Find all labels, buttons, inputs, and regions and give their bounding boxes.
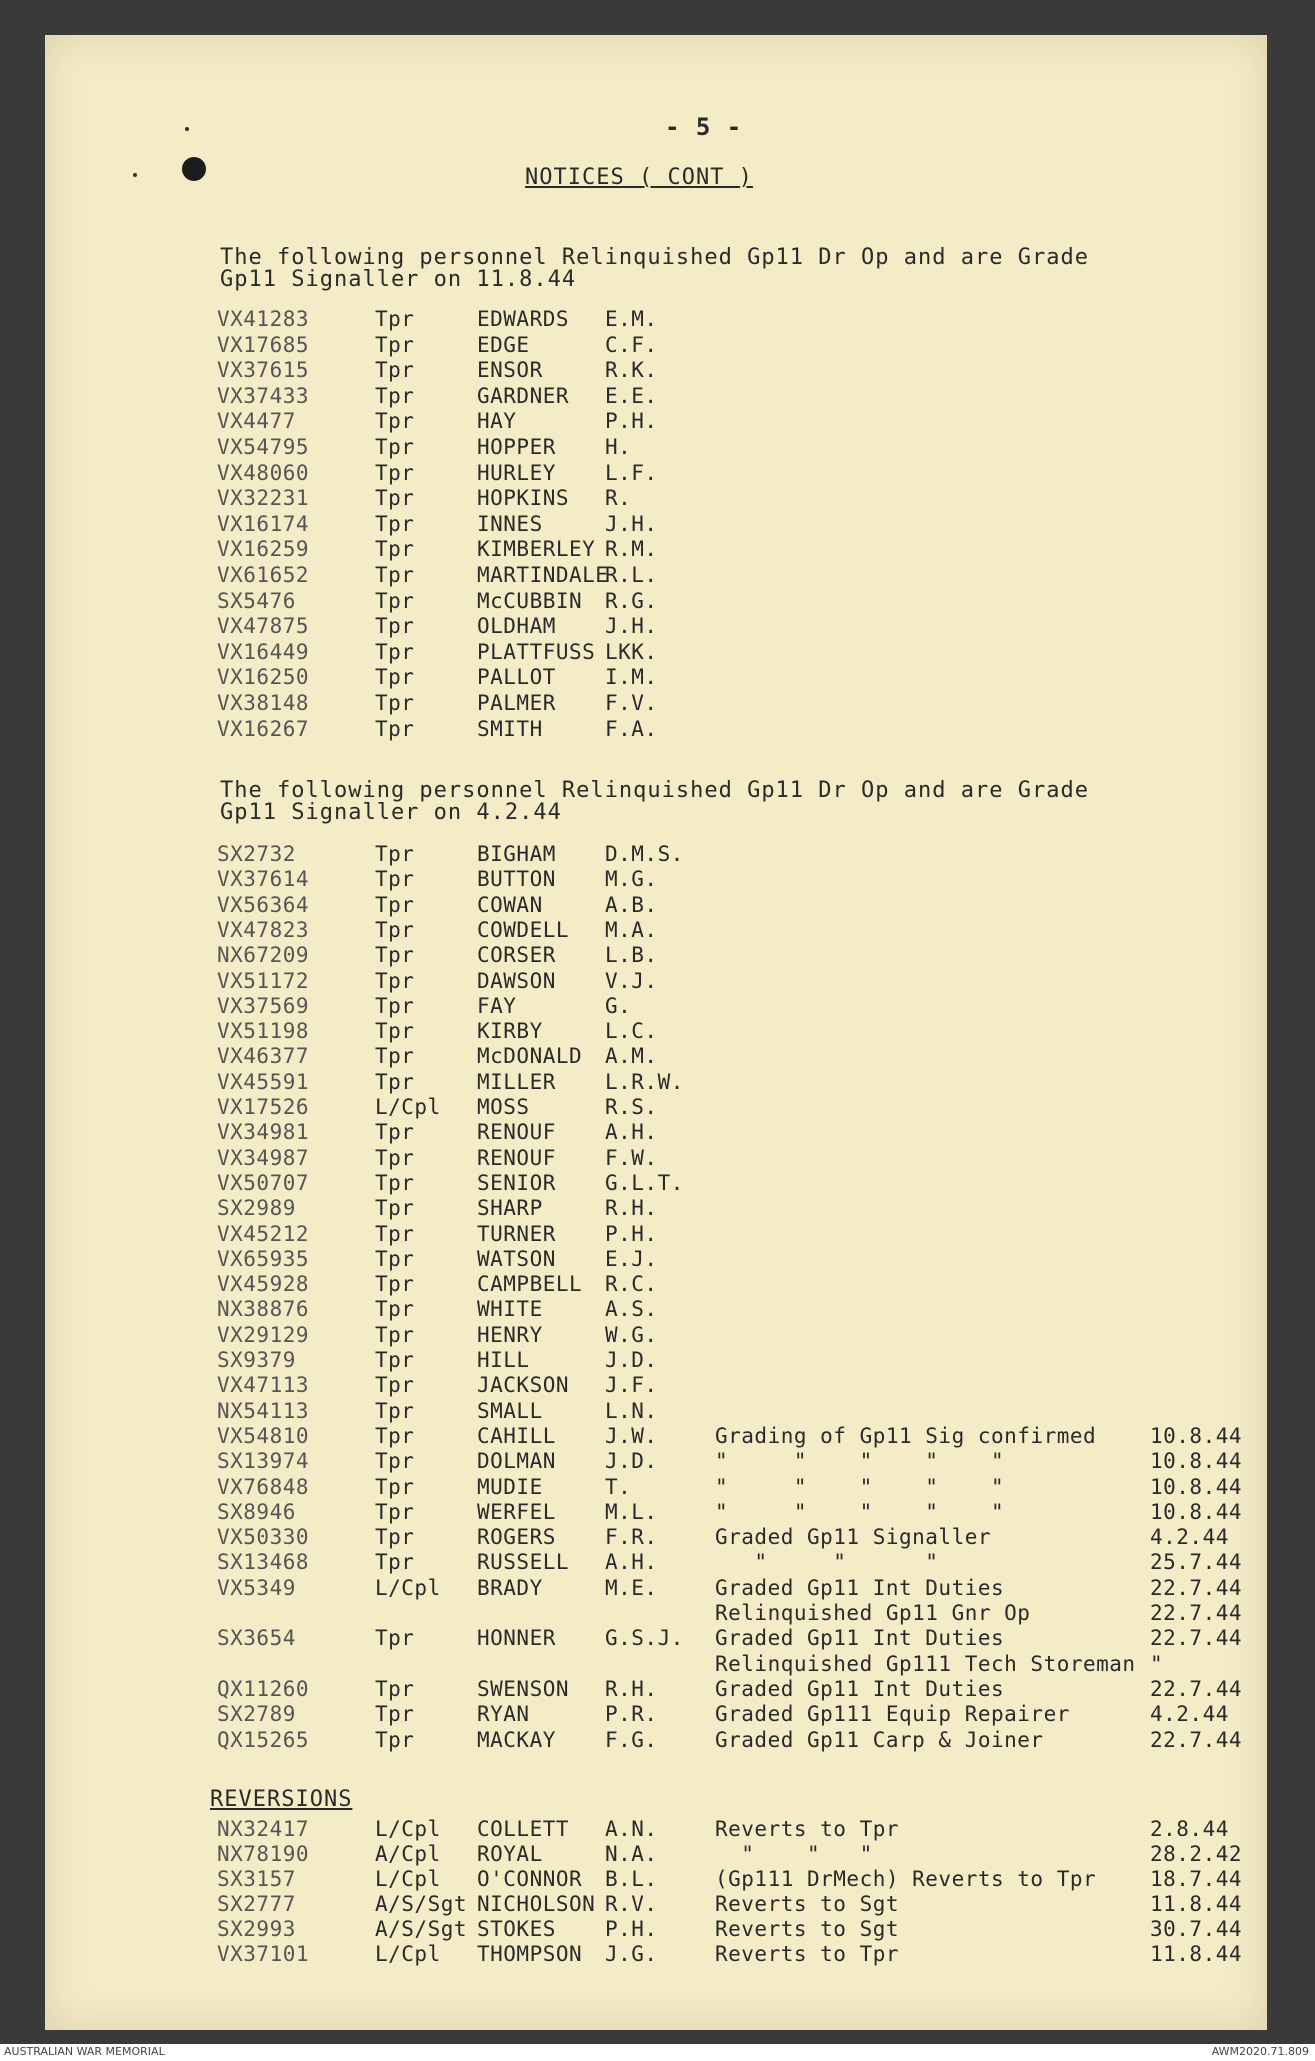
cell-note: (Gp111 DrMech) Reverts to Tpr <box>715 1867 1097 1891</box>
section1-intro-line1: The following personnel Relinquished Gp11 Dr Op and are Grade <box>220 245 1089 270</box>
cell-name: SMITH <box>477 716 543 741</box>
cell-init: I.M. <box>605 665 658 690</box>
cell-rank: Tpr <box>375 358 415 383</box>
cell-init: M.E. <box>605 1575 658 1600</box>
cell-rank: Tpr <box>375 1423 415 1448</box>
cell-no: SX13974 <box>217 1449 310 1474</box>
section1-intro-line2: Gp11 Signaller on 11.8.44 <box>220 267 577 292</box>
cell-note: Relinquished Gp11 Gnr Op <box>715 1601 1031 1625</box>
cell-rank: Tpr <box>375 1322 415 1347</box>
cell-init: J.F. <box>605 1373 658 1398</box>
cell-name: SHARP <box>477 1196 543 1221</box>
cell-note: Graded Gp111 Equip Repairer <box>715 1702 1070 1727</box>
cell-no: VX5349 <box>217 1575 296 1600</box>
cell-no: VX45591 <box>217 1069 310 1094</box>
cell-rank: Tpr <box>375 716 415 741</box>
cell-init: R.S. <box>605 1095 658 1119</box>
cell-rank: L/Cpl <box>375 1575 441 1600</box>
cell-note: Graded Gp11 Int Duties <box>715 1626 1005 1651</box>
cell-rank: Tpr <box>375 1550 415 1575</box>
cell-init: P.H. <box>605 409 658 434</box>
cell-init: R.K. <box>605 358 658 383</box>
cell-name: CAMPBELL <box>477 1272 583 1297</box>
cell-rank: Tpr <box>375 1272 415 1297</box>
cell-no: NX67209 <box>217 943 310 968</box>
footer-left-text: AUSTRALIAN WAR MEMORIAL <box>4 2045 165 2058</box>
cell-no: VX76848 <box>217 1474 310 1499</box>
cell-rank: Tpr <box>375 993 415 1018</box>
cell-name: COWDELL <box>477 917 570 942</box>
cell-name: SMALL <box>477 1398 543 1423</box>
cell-name: MACKAY <box>477 1727 556 1752</box>
cell-name: BRADY <box>477 1575 543 1600</box>
cell-rank: Tpr <box>375 1246 415 1271</box>
cell-note: " " " <box>715 1842 873 1866</box>
cell-no: VX4477 <box>217 409 296 434</box>
cell-note: Graded Gp11 Signaller <box>715 1525 992 1550</box>
cell-no: VX16250 <box>217 665 310 690</box>
cell-name: EDGE <box>477 332 530 357</box>
cell-name: WERFEL <box>477 1499 556 1524</box>
cell-name: INNES <box>477 511 543 536</box>
cell-rank: Tpr <box>375 383 415 408</box>
cell-name: KIRBY <box>477 1019 543 1044</box>
cell-name: TURNER <box>477 1221 556 1246</box>
cell-rank: Tpr <box>375 511 415 536</box>
cell-init: W.G. <box>605 1322 658 1347</box>
cell-rank: Tpr <box>375 1499 415 1524</box>
cell-rank: Tpr <box>375 1474 415 1499</box>
cell-name: HURLEY <box>477 460 556 485</box>
cell-rank: Tpr <box>375 639 415 664</box>
cell-no: VX61652 <box>217 563 310 587</box>
cell-no: VX16174 <box>217 511 310 536</box>
cell-init: E.J. <box>605 1246 658 1271</box>
cell-init: M.A. <box>605 917 658 942</box>
cell-init: N.A. <box>605 1842 658 1866</box>
cell-init: M.G. <box>605 867 658 892</box>
cell-rank: L/Cpl <box>375 1942 441 1966</box>
cell-rank: Tpr <box>375 691 415 715</box>
cell-date: 22.7.44 <box>1150 1727 1243 1752</box>
cell-date: 22.7.44 <box>1150 1601 1243 1625</box>
cell-rank: Tpr <box>375 614 415 639</box>
cell-init: J.D. <box>605 1348 658 1372</box>
cell-name: ROGERS <box>477 1525 556 1550</box>
cell-rank: Tpr <box>375 892 415 917</box>
cell-name: RENOUF <box>477 1120 556 1145</box>
cell-name: MILLER <box>477 1069 556 1094</box>
cell-rank: Tpr <box>375 1348 415 1372</box>
cell-date: 28.2.42 <box>1150 1842 1243 1866</box>
cell-date: 25.7.44 <box>1150 1550 1243 1575</box>
cell-no: VX54810 <box>217 1423 310 1448</box>
cell-name: FAY <box>477 993 517 1018</box>
cell-no: VX17526 <box>217 1095 310 1119</box>
cell-name: ENSOR <box>477 358 543 383</box>
cell-init: L.R.W. <box>605 1069 684 1094</box>
cell-date: 18.7.44 <box>1150 1867 1243 1891</box>
cell-no: VX29129 <box>217 1322 310 1347</box>
cell-note: Graded Gp11 Int Duties <box>715 1676 1005 1701</box>
cell-name: CAHILL <box>477 1423 556 1448</box>
cell-rank: Tpr <box>375 968 415 993</box>
cell-no: VX48060 <box>217 460 310 485</box>
cell-note: Graded Gp11 Carp & Joiner <box>715 1727 1044 1752</box>
cell-no: VX16267 <box>217 716 310 741</box>
cell-init: G. <box>605 993 632 1018</box>
cell-no: VX34987 <box>217 1145 310 1170</box>
cell-no: SX2732 <box>217 842 296 866</box>
page-title: NOTICES ( CONT ) <box>525 165 753 190</box>
cell-init: F.V. <box>605 691 658 715</box>
cell-init: R.M. <box>605 537 658 562</box>
cell-no: NX54113 <box>217 1398 310 1423</box>
cell-init: E.E. <box>605 383 658 408</box>
cell-no: VX65935 <box>217 1246 310 1271</box>
cell-rank: A/S/Sgt <box>375 1917 468 1941</box>
cell-init: R.L. <box>605 563 658 587</box>
cell-init: A.B. <box>605 892 658 917</box>
cell-init: P.H. <box>605 1221 658 1246</box>
cell-note: " " " " " <box>715 1449 1005 1474</box>
cell-name: HONNER <box>477 1626 556 1651</box>
cell-no: SX2993 <box>217 1917 296 1941</box>
cell-init: A.H. <box>605 1120 658 1145</box>
cell-name: HOPPER <box>477 435 556 459</box>
cell-init: R.C. <box>605 1272 658 1297</box>
cell-no: VX37433 <box>217 383 310 408</box>
cell-init: R. <box>605 486 632 511</box>
cell-init: L.B. <box>605 943 658 968</box>
cell-name: COWAN <box>477 892 543 917</box>
cell-note: Relinquished Gp111 Tech Storeman <box>715 1651 1136 1676</box>
cell-init: T. <box>605 1474 632 1499</box>
cell-date: 10.8.44 <box>1150 1474 1243 1499</box>
cell-no: VX17685 <box>217 332 310 357</box>
cell-rank: Tpr <box>375 1221 415 1246</box>
cell-name: SWENSON <box>477 1676 570 1701</box>
cell-note: Graded Gp11 Int Duties <box>715 1575 1005 1600</box>
cell-name: CORSER <box>477 943 556 968</box>
cell-no: VX51198 <box>217 1019 310 1044</box>
cell-no: QX11260 <box>217 1676 310 1701</box>
cell-init: P.H. <box>605 1917 658 1941</box>
cell-name: JACKSON <box>477 1373 570 1398</box>
cell-init: J.H. <box>605 511 658 536</box>
cell-rank: Tpr <box>375 1069 415 1094</box>
cell-date: 22.7.44 <box>1150 1575 1243 1600</box>
cell-date: 30.7.44 <box>1150 1917 1243 1941</box>
cell-init: A.N. <box>605 1817 658 1841</box>
cell-name: MUDIE <box>477 1474 543 1499</box>
document-page <box>45 35 1267 2030</box>
cell-name: STOKES <box>477 1917 556 1941</box>
cell-rank: Tpr <box>375 537 415 562</box>
cell-rank: A/S/Sgt <box>375 1892 468 1916</box>
cell-name: PLATTFUSS <box>477 639 596 664</box>
cell-no: SX8946 <box>217 1499 296 1524</box>
cell-note: " " " " " <box>715 1474 1005 1499</box>
cell-note: " " " <box>715 1550 939 1575</box>
cell-no: NX38876 <box>217 1297 310 1322</box>
cell-no: VX41283 <box>217 307 310 331</box>
cell-no: VX56364 <box>217 892 310 917</box>
cell-name: WHITE <box>477 1297 543 1322</box>
cell-name: HILL <box>477 1348 530 1372</box>
cell-no: VX50330 <box>217 1525 310 1550</box>
cell-name: RUSSELL <box>477 1550 570 1575</box>
cell-no: VX51172 <box>217 968 310 993</box>
cell-no: VX47113 <box>217 1373 310 1398</box>
cell-name: RYAN <box>477 1702 530 1727</box>
cell-no: SX2989 <box>217 1196 296 1221</box>
cell-date: 10.8.44 <box>1150 1423 1243 1448</box>
cell-name: DOLMAN <box>477 1449 556 1474</box>
cell-name: HAY <box>477 409 517 434</box>
cell-init: G.S.J. <box>605 1626 684 1651</box>
cell-rank: Tpr <box>375 460 415 485</box>
cell-no: SX3157 <box>217 1867 296 1891</box>
cell-no: SX2789 <box>217 1702 296 1727</box>
cell-init: R.V. <box>605 1892 658 1916</box>
paper-speck <box>185 127 189 131</box>
cell-init: F.A. <box>605 716 658 741</box>
cell-init: F.R. <box>605 1525 658 1550</box>
cell-name: THOMPSON <box>477 1942 583 1966</box>
cell-date: 11.8.44 <box>1150 1942 1243 1966</box>
cell-date: " <box>1150 1651 1164 1676</box>
cell-no: VX16449 <box>217 639 310 664</box>
cell-name: McCUBBIN <box>477 588 583 613</box>
cell-date: 10.8.44 <box>1150 1449 1243 1474</box>
cell-init: R.H. <box>605 1676 658 1701</box>
cell-rank: L/Cpl <box>375 1095 441 1119</box>
cell-date: 2.8.44 <box>1150 1817 1229 1841</box>
cell-rank: Tpr <box>375 332 415 357</box>
cell-init: M.L. <box>605 1499 658 1524</box>
cell-no: NX32417 <box>217 1817 310 1841</box>
cell-note: " " " " " <box>715 1499 1005 1524</box>
cell-no: VX50707 <box>217 1170 310 1195</box>
cell-init: L.N. <box>605 1398 658 1423</box>
cell-init: J.W. <box>605 1423 658 1448</box>
cell-init: C.F. <box>605 332 658 357</box>
cell-init: J.D. <box>605 1449 658 1474</box>
cell-name: GARDNER <box>477 383 570 408</box>
footer-right-text: AWM2020.71.809 <box>1211 2045 1309 2058</box>
cell-init: G.L.T. <box>605 1170 684 1195</box>
cell-note: Reverts to Tpr <box>715 1942 900 1966</box>
cell-name: DAWSON <box>477 968 556 993</box>
cell-rank: Tpr <box>375 1019 415 1044</box>
cell-rank: Tpr <box>375 842 415 866</box>
cell-note: Grading of Gp11 Sig confirmed <box>715 1423 1097 1448</box>
cell-date: 4.2.44 <box>1150 1525 1229 1550</box>
cell-rank: A/Cpl <box>375 1842 441 1866</box>
cell-init: A.H. <box>605 1550 658 1575</box>
cell-note: Reverts to Tpr <box>715 1817 900 1841</box>
cell-name: BIGHAM <box>477 842 556 866</box>
cell-init: L.F. <box>605 460 658 485</box>
cell-init: LKK. <box>605 639 658 664</box>
cell-rank: L/Cpl <box>375 1867 441 1891</box>
cell-init: F.G. <box>605 1727 658 1752</box>
cell-init: A.S. <box>605 1297 658 1322</box>
cell-rank: Tpr <box>375 563 415 587</box>
cell-name: KIMBERLEY <box>477 537 596 562</box>
cell-rank: Tpr <box>375 1449 415 1474</box>
cell-no: SX5476 <box>217 588 296 613</box>
cell-no: VX34981 <box>217 1120 310 1145</box>
cell-date: 11.8.44 <box>1150 1892 1243 1916</box>
cell-rank: Tpr <box>375 1727 415 1752</box>
cell-name: OLDHAM <box>477 614 556 639</box>
cell-name: PALMER <box>477 691 556 715</box>
cell-name: EDWARDS <box>477 307 570 331</box>
cell-rank: Tpr <box>375 1145 415 1170</box>
cell-rank: Tpr <box>375 588 415 613</box>
cell-name: COLLETT <box>477 1817 570 1841</box>
cell-rank: Tpr <box>375 1525 415 1550</box>
cell-init: F.W. <box>605 1145 658 1170</box>
cell-no: VX37569 <box>217 993 310 1018</box>
cell-name: RENOUF <box>477 1145 556 1170</box>
cell-rank: Tpr <box>375 943 415 968</box>
cell-rank: Tpr <box>375 1626 415 1651</box>
cell-no: VX37614 <box>217 867 310 892</box>
cell-date: 22.7.44 <box>1150 1676 1243 1701</box>
cell-name: WATSON <box>477 1246 556 1271</box>
cell-rank: Tpr <box>375 1373 415 1398</box>
cell-no: SX13468 <box>217 1550 310 1575</box>
cell-rank: Tpr <box>375 1120 415 1145</box>
cell-rank: Tpr <box>375 867 415 892</box>
section2-intro-line1: The following personnel Relinquished Gp11 Dr Op and are Grade <box>220 778 1089 803</box>
cell-name: MOSS <box>477 1095 530 1119</box>
page-number: - 5 - <box>665 113 743 141</box>
cell-name: ROYAL <box>477 1842 543 1866</box>
cell-no: VX46377 <box>217 1044 310 1069</box>
cell-name: BUTTON <box>477 867 556 892</box>
paper-speck <box>133 173 137 177</box>
cell-name: McDONALD <box>477 1044 583 1069</box>
cell-init: R.H. <box>605 1196 658 1221</box>
cell-init: R.G. <box>605 588 658 613</box>
cell-rank: Tpr <box>375 1702 415 1727</box>
footer-bar <box>0 2044 1315 2061</box>
cell-no: VX37101 <box>217 1942 310 1966</box>
cell-init: V.J. <box>605 968 658 993</box>
cell-init: A.M. <box>605 1044 658 1069</box>
cell-no: SX2777 <box>217 1892 296 1916</box>
cell-note: Reverts to Sgt <box>715 1917 900 1941</box>
cell-no: VX45928 <box>217 1272 310 1297</box>
cell-init: B.L. <box>605 1867 658 1891</box>
cell-no: VX37615 <box>217 358 310 383</box>
cell-init: L.C. <box>605 1019 658 1044</box>
punch-hole <box>182 157 206 181</box>
cell-no: SX3654 <box>217 1626 296 1651</box>
cell-name: NICHOLSON <box>477 1892 596 1916</box>
cell-rank: Tpr <box>375 1170 415 1195</box>
cell-init: J.G. <box>605 1942 658 1966</box>
cell-date: 10.8.44 <box>1150 1499 1243 1524</box>
cell-init: P.R. <box>605 1702 658 1727</box>
cell-name: PALLOT <box>477 665 556 690</box>
cell-no: VX38148 <box>217 691 310 715</box>
cell-no: VX47875 <box>217 614 310 639</box>
cell-no: QX15265 <box>217 1727 310 1752</box>
cell-no: NX78190 <box>217 1842 310 1866</box>
cell-rank: Tpr <box>375 486 415 511</box>
cell-name: HENRY <box>477 1322 543 1347</box>
section2-intro-line2: Gp11 Signaller on 4.2.44 <box>220 800 562 825</box>
cell-rank: Tpr <box>375 409 415 434</box>
reversions-heading: REVERSIONS <box>210 1787 353 1812</box>
cell-rank: Tpr <box>375 1676 415 1701</box>
cell-rank: Tpr <box>375 1398 415 1423</box>
cell-no: VX16259 <box>217 537 310 562</box>
cell-no: SX9379 <box>217 1348 296 1372</box>
cell-no: VX32231 <box>217 486 310 511</box>
cell-init: J.H. <box>605 614 658 639</box>
cell-date: 4.2.44 <box>1150 1702 1229 1727</box>
cell-rank: Tpr <box>375 665 415 690</box>
cell-rank: Tpr <box>375 1044 415 1069</box>
cell-name: HOPKINS <box>477 486 570 511</box>
cell-no: VX54795 <box>217 435 310 459</box>
cell-rank: Tpr <box>375 1196 415 1221</box>
cell-date: 22.7.44 <box>1150 1626 1243 1651</box>
cell-rank: Tpr <box>375 917 415 942</box>
cell-name: SENIOR <box>477 1170 556 1195</box>
cell-rank: Tpr <box>375 435 415 459</box>
cell-init: D.M.S. <box>605 842 684 866</box>
cell-rank: Tpr <box>375 307 415 331</box>
cell-name: O'CONNOR <box>477 1867 583 1891</box>
cell-init: E.M. <box>605 307 658 331</box>
cell-rank: Tpr <box>375 1297 415 1322</box>
cell-no: VX45212 <box>217 1221 310 1246</box>
cell-init: H. <box>605 435 632 459</box>
cell-no: VX47823 <box>217 917 310 942</box>
cell-rank: L/Cpl <box>375 1817 441 1841</box>
cell-name: MARTINDALE <box>477 563 609 587</box>
cell-note: Reverts to Sgt <box>715 1892 900 1916</box>
